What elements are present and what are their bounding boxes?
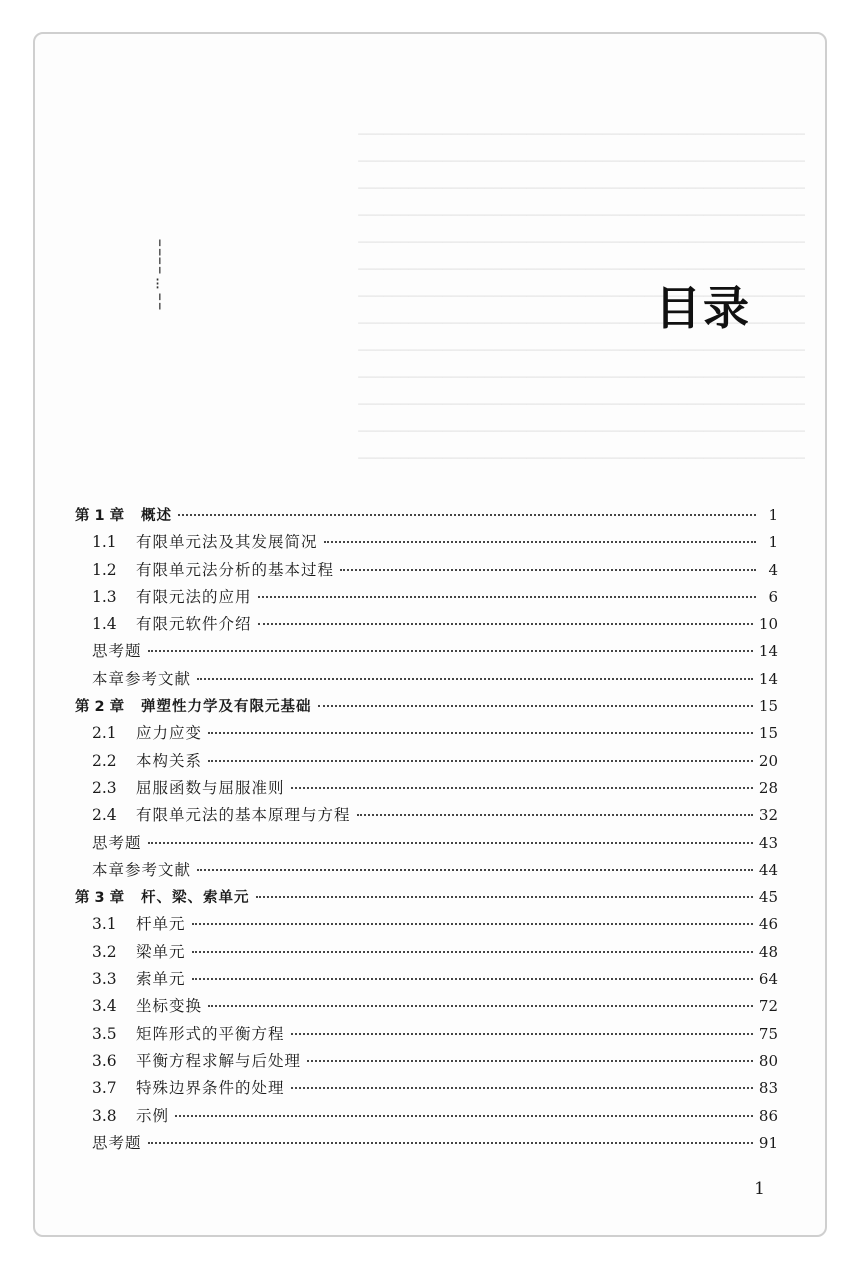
dot-leader [192,923,753,925]
dot-leader [208,732,753,734]
toc-entry-page: 20 [758,751,778,770]
dot-leader [148,842,753,844]
toc-entry-number: 2.1 [92,724,117,743]
page-title: 目录 [655,281,751,335]
toc-entry[interactable] [75,693,778,720]
toc-entry-page: 83 [758,1079,778,1098]
toc-entry[interactable] [75,966,778,993]
toc-entry-title: 有限元软件介绍 [136,615,252,634]
toc-entry[interactable] [75,529,778,556]
toc-entry-page: 43 [758,833,778,852]
toc-entry-title: 有限元法的应用 [136,587,252,606]
toc-entry[interactable] [75,1103,778,1130]
page-number: 1 [754,1179,765,1199]
toc-entry-number: 3.3 [92,970,117,989]
toc-entry-page: 45 [758,888,778,907]
toc-entry-number: 2.4 [92,806,117,825]
toc-entry-page: 6 [768,587,778,606]
toc-entry[interactable] [75,584,778,611]
toc-entry-page: 1 [768,506,778,524]
toc-entry-number: 3.2 [92,942,117,961]
toc-entry[interactable] [75,666,778,693]
book-page [33,32,827,1237]
dot-leader [208,760,753,762]
toc-entry-title: 有限单元法分析的基本过程 [136,560,335,579]
toc-entry-title: 矩阵形式的平衡方程 [136,1024,285,1043]
toc-entry[interactable] [75,993,778,1020]
dot-leader [324,541,756,543]
dot-leader [175,1115,753,1117]
toc-entry-number: 2.2 [92,751,117,770]
dot-leader [318,705,753,707]
toc-entry[interactable] [75,939,778,966]
toc-entry-page: 91 [758,1133,778,1152]
toc-entry[interactable] [75,502,778,529]
toc-entry-page: 64 [758,970,778,989]
toc-entry-number: 第 3 章 [75,890,125,907]
toc-entry-title: 特殊边界条件的处理 [136,1079,285,1098]
toc-entry-number: 3.8 [92,1106,117,1125]
dot-leader [192,978,753,980]
toc-entry-page: 4 [768,560,778,579]
toc-entry-page: 80 [758,1051,778,1070]
toc-entry-page: 86 [758,1106,778,1125]
toc-entry-title: 本构关系 [136,751,203,770]
toc-entry-title: 弹塑性力学及有限元基础 [141,699,312,716]
toc-entry[interactable] [75,1130,778,1157]
dot-leader [291,1087,753,1089]
toc-entry[interactable] [75,1048,778,1075]
dot-leader [148,1142,753,1144]
dot-leader [340,569,756,571]
toc-entry-number: 3.1 [92,915,117,934]
toc-entry-page: 14 [758,669,778,688]
toc-entry[interactable] [75,857,778,884]
dot-leader [192,951,753,953]
toc-entry-title: 屈服函数与屈服准则 [136,778,285,797]
toc-entry[interactable] [75,557,778,584]
toc-entry-title: 概述 [141,508,172,524]
toc-entry-number: 第 2 章 [75,699,125,716]
dot-leader [291,787,753,789]
dot-leader [178,514,756,516]
dot-leader [197,678,753,680]
toc-entry-number: 3.6 [92,1051,117,1070]
toc-entry-number: 1.4 [92,615,117,634]
toc-entry-page: 44 [758,860,778,879]
toc-entry[interactable] [75,1075,778,1102]
toc-entry-page: 48 [758,942,778,961]
dot-leader [208,1005,753,1007]
toc-entry-title: 思考题 [92,833,142,852]
toc-entry-page: 10 [758,615,778,634]
toc-entry-number: 2.3 [92,778,117,797]
toc-entry[interactable] [75,884,778,911]
toc-entry-title: 梁单元 [136,942,186,961]
toc-entry[interactable] [75,748,778,775]
toc-entry-number: 3.4 [92,997,117,1016]
dot-leader [256,896,753,898]
toc-entry-number: 1.2 [92,560,117,579]
toc-entry-title: 本章参考文献 [92,860,192,879]
toc-entry-page: 15 [758,724,778,743]
toc-entry-title: 杆单元 [136,915,186,934]
toc-entry-page: 1 [768,533,778,552]
toc-entry[interactable] [75,1021,778,1048]
dot-leader [357,814,753,816]
toc-entry-title: 平衡方程求解与后处理 [136,1051,302,1070]
toc-entry-title: 杆、梁、索单元 [141,890,250,907]
toc-entry-page: 72 [758,997,778,1016]
toc-entry-number: 第 1 章 [75,508,125,524]
dot-leader [148,650,753,652]
toc-entry-title: 思考题 [92,1133,142,1152]
toc-entry-number: 1.1 [92,533,117,552]
toc-entry[interactable] [75,911,778,938]
toc-entry-title: 有限单元法及其发展简况 [136,533,318,552]
toc-entry-title: 坐标变换 [136,997,203,1016]
toc-entry-number: 3.5 [92,1024,117,1043]
toc-entry-number: 1.3 [92,587,117,606]
toc-entry-title: 思考题 [92,642,142,661]
toc-entry-title: 应力应变 [136,724,203,743]
toc-entry[interactable] [75,775,778,802]
toc-entry-page: 14 [758,642,778,661]
toc-entry-page: 32 [758,806,778,825]
toc-entry-title: 示例 [136,1106,170,1125]
toc-entry[interactable] [75,638,778,665]
dot-leader [258,596,756,598]
dot-leader [307,1060,753,1062]
dot-leader [197,869,753,871]
toc-entry[interactable] [75,611,778,638]
toc-entry-title: 本章参考文献 [92,669,192,688]
toc-entry-page: 46 [758,915,778,934]
toc-entry-title: 索单元 [136,970,186,989]
toc-entry[interactable] [75,830,778,857]
toc-entry-page: 15 [758,697,778,716]
toc-entry-page: 28 [758,778,778,797]
show-through-text: ───────────────────────────────────────────────────── ───────────────────────────────────────────────────── ───────────────────────────────────────────────────── ───────────────────────────────────────────────────── ───────────────────────────────────────────────────── ───────────────────────────────────────────────────── ───────────────────────────────────────────────────── ───────────────────────────────────────────────────── ───────────────────────────────────────────────────── ───────────────────────────────────────────────────── ───────────────────────────────────────────────────── ───────────────────────────────────────────────────── ───────────────────────────────────────────────────── [358,127,805,467]
toc-entry-title: 有限单元法的基本原理与方程 [136,806,351,825]
toc-entry[interactable] [75,802,778,829]
toc-entry-number: 3.7 [92,1079,117,1098]
toc-entry-page: 75 [758,1024,778,1043]
table-of-contents [75,502,778,1157]
dot-leader [258,623,753,625]
pencil-marks: ╎ ╎ ⁝ ╎ [155,238,165,311]
dot-leader [291,1033,753,1035]
toc-entry[interactable] [75,720,778,747]
